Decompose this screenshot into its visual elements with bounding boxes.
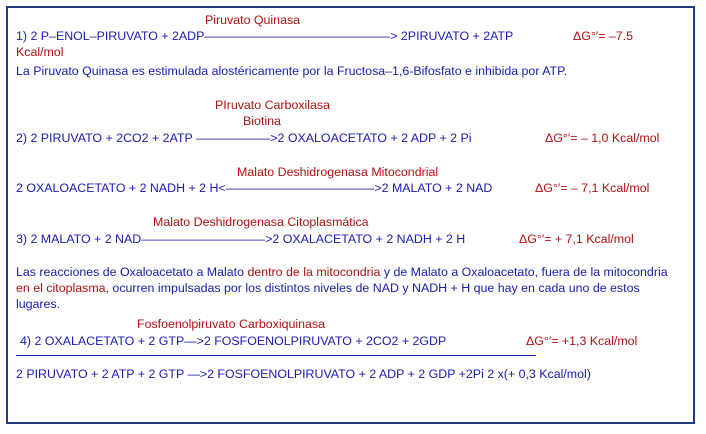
reaction-3: 2 OXALOACETATO + 2 NADH + 2 H<————————————>2 MALATO + 2 NAD [16, 181, 493, 195]
paragraph-text-3: , ocurren impulsadas por los distintos niveles de NAD y NADH + H que hay en cada uno de estos lugares. [16, 281, 640, 311]
reaction-1-arrow: ———————————————> [204, 29, 398, 43]
sum-divider [16, 355, 536, 356]
reaction-2-delta-g: ΔG°′= – 1,0 Kcal/mol [545, 131, 660, 145]
reaction-4: 3) 2 MALATO + 2 NAD——————————>2 OXALACETATO + 2 NADH + 2 H [16, 232, 466, 246]
paragraph-emphasis-mitocondria: dentro de la mitocondria [247, 265, 381, 279]
overall-reaction: 2 PIRUVATO + 2 ATP + 2 GTP —>2 FOSFOENOLPIRUVATO + 2 ADP + 2 GDP +2Pi 2 x(+ 0,3 Kcal/mol) [16, 367, 591, 381]
reaction-4-delta-g: ΔG°′= + 7,1 Kcal/mol [519, 232, 634, 246]
reaction-1 [16, 29, 513, 43]
enzyme-label-malato-deshidrogenasa-citoplasmatica: Malato Deshidrogenasa Citoplasmática [153, 215, 369, 229]
enzyme-label-piruvato-carboxilasa: PIruvato Carboxilasa [215, 98, 331, 112]
reaction-1-delta-g: ΔG°′= –7.5 [573, 29, 633, 43]
reaction-1-unit: Kcal/mol [16, 45, 64, 59]
paragraph-text-1: Las reacciones de Oxaloacetato a Malato [16, 265, 248, 279]
reaction-5-delta-g: ΔG°′= +1,3 Kcal/mol [526, 334, 638, 348]
reaction-3-delta-g: ΔG°′= – 7,1 Kcal/mol [535, 181, 650, 195]
reaction-5: 4) 2 OXALACETATO + 2 GTP—>2 FOSFOENOLPIRUVATO + 2CO2 + 2GDP [20, 334, 447, 348]
paragraph-text-2: y de Malato a Oxaloacetato, fuera de la mitocondria [380, 265, 668, 279]
reaction-1-note: La Piruvato Quinasa es estimulada alostéricamente por la Fructosa–1,6-Bifosfato e inhibida por ATP. [16, 64, 568, 78]
reaction-1-products: 2PIRUVATO + 2ATP [397, 29, 514, 43]
reaction-1-reactants: 1) 2 P–ENOL–PIRUVATO + 2ADP [16, 29, 205, 43]
enzyme-label-fosfoenolpiruvato-carboxiquinasa: Fosfoenolpiruvato Carboxiquinasa [137, 317, 326, 331]
reaction-2: 2) 2 PIRUVATO + 2CO2 + 2ATP ——————>2 OXALOACETATO + 2 ADP + 2 Pi [16, 131, 472, 145]
enzyme-label-piruvato-quinasa: Piruvato Quinasa [205, 13, 301, 27]
enzyme-label-malato-deshidrogenasa-mitocondrial: Malato Deshidrogenasa Mitocondrial [237, 165, 439, 179]
explanation-paragraph [16, 264, 684, 312]
paragraph-emphasis-citoplasma: en el citoplasma [16, 281, 106, 295]
cofactor-label-biotina: Biotina [243, 114, 281, 128]
